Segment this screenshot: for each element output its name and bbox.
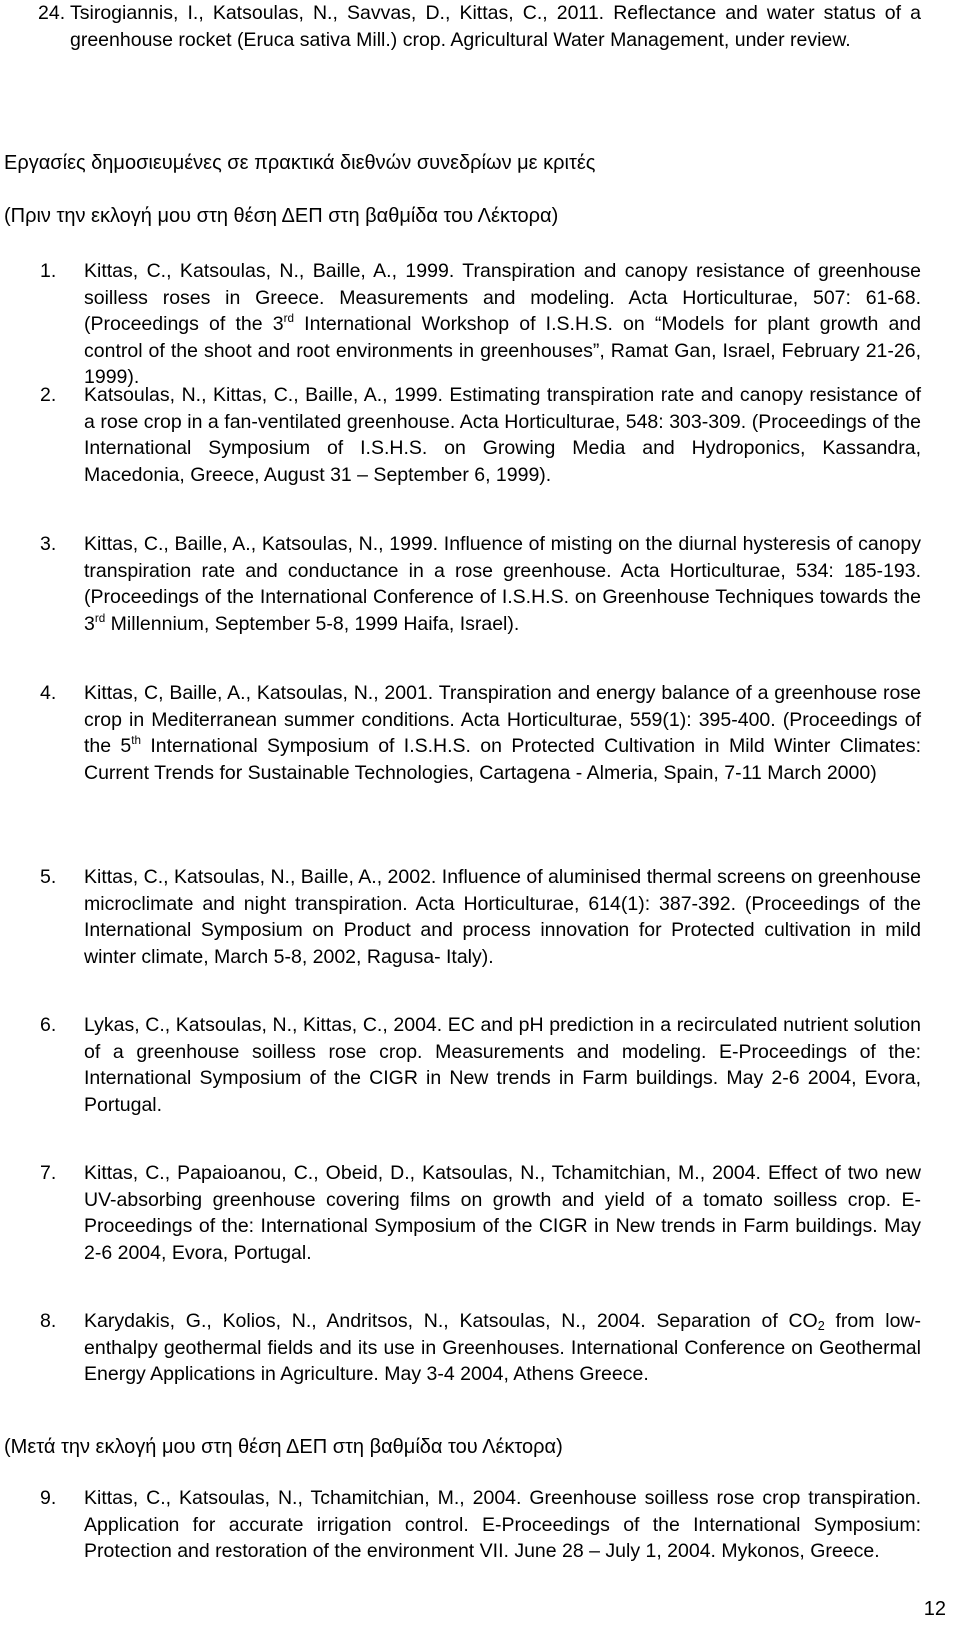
conference-paper-2 [40,382,921,488]
reference-24-text: Tsirogiannis, I., Katsoulas, N., Savvas, D., Kittas, C., 2011. Reflectance and water status of a greenhouse rocket (Eruca sativa Mill.) crop. Agricultural Water Management, under review. [70,2,921,51]
after-election-label: (Μετά την εκλογή μου στη θέση ΔΕΠ στη βαθμίδα του Λέκτορα) [4,1436,563,1458]
paper-text: Kittas, C., Katsoulas, N., Baille, A., 2002. Influence of aluminised thermal screens on greenhouse microclimate and night transpiration. Acta Horticulturae, 614(1): 387-392. (Proceedings of the International Symposium on Product and process innovation for Protected cultivation in mild winter climate, March 5-8, 2002, Ragusa- Italy). [84,866,921,968]
conference-paper-4 [40,680,921,786]
paper-number: 2. [40,384,57,406]
paper-text: Kittas, C., Katsoulas, N., Tchamitchian, M., 2004. Greenhouse soilless rose crop transpiration. Application for accurate irrigation control. E-Proceedings of the International Symposium: Protection and restoration of the environment VII. June 28 – July 1, 2004. Mykonos, Greece. [84,1487,921,1562]
paper-number: 6. [40,1014,57,1036]
conference-paper-3 [40,531,921,637]
paper-number: 4. [40,682,57,704]
conference-paper-7 [40,1160,921,1266]
paper-number: 5. [40,866,57,888]
paper-number: 3. [40,533,57,555]
conference-paper-5 [40,864,921,970]
paper-number: 1. [40,260,57,282]
paper-text: Lykas, C., Katsoulas, N., Kittas, C., 2004. EC and pH prediction in a recirculated nutrient solution of a greenhouse soilless rose crop. Measurements and modeling. E-Proceedings of the: International Symposium of the CIGR in New trends in Farm buildings. May 2-6 2004, Evora, Portugal. [84,1014,921,1116]
conference-paper-6 [40,1012,921,1118]
reference-24 [38,0,921,53]
superscript: rd [94,611,106,625]
paper-number: 8. [40,1310,57,1332]
section-title: Εργασίες δημοσιευμένες σε πρακτικά διεθνών συνεδρίων με κριτές [4,152,596,174]
conference-paper-9 [40,1485,921,1565]
paper-text: Kittas, C., Baille, A., Katsoulas, N., 1999. Influence of misting on the diurnal hysteresis of canopy transpiration rate and conductance in a rose greenhouse. Acta Horticulturae, 534: 185-193. (Proceedings of the International Conference of I.S.H.S. on Greenhouse Techniques towards the 3rd Millennium, September 5-8, 1999 Haifa, Israel). [84,533,921,635]
paper-text: Karydakis, G., Kolios, N., Andritsos, N., Katsoulas, N., 2004. Separation of $CO_2$ from low-enthalpy geothermal fields and its use in Greenhouses. International Conference on Geothermal Energy Applications in Agriculture. May 3-4 2004, Athens Greece. [84,1310,921,1385]
paper-text: Katsoulas, N., Kittas, C., Baille, A., 1999. Estimating transpiration rate and canopy resistance of a rose crop in a fan-ventilated greenhouse. Acta Horticulturae, 548: 303-309. (Proceedings of the International Symposium of I.S.H.S. on Growing Media and Hydroponics, Kassandra, Macedonia, Greece, August 31 – September 6, 1999). [84,384,921,486]
page-number: 12 [923,1598,946,1620]
paper-number: 9. [40,1487,57,1509]
paper-number: 7. [40,1162,57,1184]
conference-paper-8 [40,1308,921,1388]
conference-paper-1 [40,258,921,391]
paper-text: Kittas, C., Papaioanou, C., Obeid, D., Katsoulas, N., Tchamitchian, M., 2004. Effect of two new UV-absorbing greenhouse covering films on growth and yield of a tomato soilless crop. E-Proceedings of the: International Symposium of the CIGR in New trends in Farm buildings. May 2-6 2004, Evora, Portugal. [84,1162,921,1264]
superscript: th [131,733,142,747]
reference-24-number: 24. [38,2,66,24]
superscript: rd [283,311,295,325]
paper-text: Kittas, C, Baille, A., Katsoulas, N., 2001. Transpiration and energy balance of a greenhouse rose crop in Mediterranean summer conditions. Acta Horticulturae, 559(1): 395-400. (Proceedings of the 5th International Symposium of I.S.H.S. on Protected Cultivation in Mild Winter Climates: Current Trends for Sustainable Technologies, Cartagena - Almeria, Spain, 7-11 March 2000) [84,682,921,784]
subscript: 2 [817,1319,825,1334]
paper-text: Kittas, C., Katsoulas, N., Baille, A., 1999. Transpiration and canopy resistance of greenhouse soilless roses in Greece. Measurements and modeling. Acta Horticulturae, 507: 61-68. (Proceedings of the 3rd International Workshop of I.S.H.S. on “Models for plant growth and control of the shoot and root environments in greenhouses”, Ramat Gan, Israel, February 21-26, 1999). [84,260,921,388]
before-election-label: (Πριν την εκλογή μου στη θέση ΔΕΠ στη βαθμίδα του Λέκτορα) [4,205,559,227]
